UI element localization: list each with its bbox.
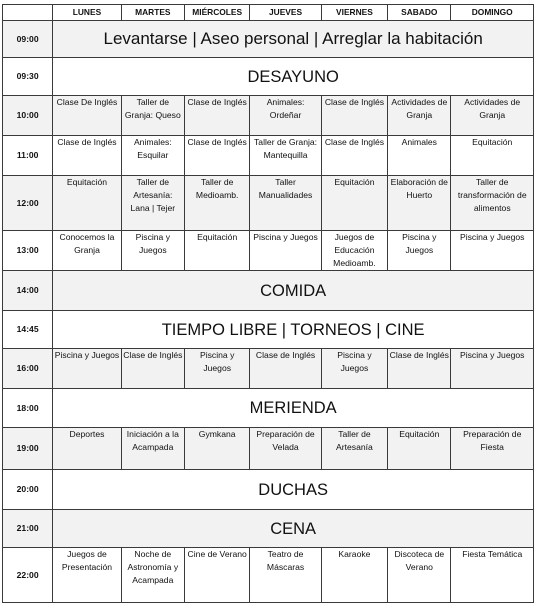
activity-cell: Taller de Medioamb.	[185, 176, 250, 231]
header-day-lunes: LUNES	[53, 5, 121, 21]
activity-cell: Deportes	[53, 428, 121, 470]
activity-cell: Taller de Artesanía: Lana | Tejer	[121, 176, 184, 231]
full-width-activity: COMIDA	[53, 271, 534, 311]
activity-cell: Piscina y Juegos	[451, 349, 534, 389]
header-day-jueves: JUEVES	[250, 5, 321, 21]
activity-cell: Piscina y Juegos	[121, 231, 184, 271]
activity-cell: Juegos de Presentación	[53, 548, 121, 603]
activity-cell: Taller Manualidades	[250, 176, 321, 231]
full-width-activity: DUCHAS	[53, 470, 534, 510]
header-day-viernes: VIERNES	[321, 5, 387, 21]
header-day-domingo: DOMINGO	[451, 5, 534, 21]
activity-cell: Gymkana	[185, 428, 250, 470]
schedule-row	[3, 96, 534, 136]
header-day-miercoles: MIÉRCOLES	[185, 5, 250, 21]
time-cell: 18:00	[3, 389, 53, 428]
activity-cell: Iniciación a la Acampada	[121, 428, 184, 470]
full-width-activity: CENA	[53, 510, 534, 548]
activity-cell: Karaoke	[321, 548, 387, 603]
activity-cell: Equitación	[321, 176, 387, 231]
schedule-row	[3, 428, 534, 470]
activity-cell: Piscina y Juegos	[321, 349, 387, 389]
activity-cell: Preparación de Velada	[250, 428, 321, 470]
activity-cell: Animales	[388, 136, 451, 176]
activity-cell: Equitación	[185, 231, 250, 271]
schedule-row	[3, 58, 534, 96]
schedule-row	[3, 21, 534, 58]
header-row	[3, 5, 534, 21]
activity-cell: Elaboración de Huerto	[388, 176, 451, 231]
schedule-row	[3, 136, 534, 176]
time-cell: 09:30	[3, 58, 53, 96]
time-cell: 22:00	[3, 548, 53, 603]
schedule-row	[3, 271, 534, 311]
activity-cell: Clase de Inglés	[321, 96, 387, 136]
activity-cell: Equitación	[388, 428, 451, 470]
activity-cell: Clase de Inglés	[388, 349, 451, 389]
time-cell: 09:00	[3, 21, 53, 58]
activity-cell: Cine de Verano	[185, 548, 250, 603]
full-width-activity: TIEMPO LIBRE | TORNEOS | CINE	[53, 311, 534, 349]
activity-cell: Juegos de Educación Medioamb.	[321, 231, 387, 271]
time-cell: 12:00	[3, 176, 53, 231]
activity-cell: Taller de Granja: Mantequilla	[250, 136, 321, 176]
weekly-schedule-table	[2, 4, 534, 603]
activity-cell: Preparación de Fiesta	[451, 428, 534, 470]
activity-cell: Clase De Inglés	[53, 96, 121, 136]
schedule-row	[3, 231, 534, 271]
schedule-row	[3, 548, 534, 603]
activity-cell: Animales: Esquilar	[121, 136, 184, 176]
time-cell: 11:00	[3, 136, 53, 176]
activity-cell: Clase de Inglés	[185, 96, 250, 136]
activity-cell: Piscina y Juegos	[53, 349, 121, 389]
time-cell: 10:00	[3, 96, 53, 136]
activity-cell: Piscina y Juegos	[388, 231, 451, 271]
activity-cell: Piscina y Juegos	[451, 231, 534, 271]
full-width-activity: Levantarse | Aseo personal | Arreglar la habitación	[53, 21, 534, 58]
activity-cell: Teatro de Máscaras	[250, 548, 321, 603]
activity-cell: Taller de Granja: Queso	[121, 96, 184, 136]
full-width-activity: DESAYUNO	[53, 58, 534, 96]
activity-cell: Clase de Inglés	[121, 349, 184, 389]
activity-cell: Noche de Astronomía y Acampada	[121, 548, 184, 603]
activity-cell: Conocemos la Granja	[53, 231, 121, 271]
activity-cell: Clase de Inglés	[250, 349, 321, 389]
schedule-row	[3, 311, 534, 349]
full-width-activity: MERIENDA	[53, 389, 534, 428]
activity-cell: Equitación	[53, 176, 121, 231]
time-cell: 14:00	[3, 271, 53, 311]
activity-cell: Clase de Inglés	[53, 136, 121, 176]
activity-cell: Actividades de Granja	[451, 96, 534, 136]
activity-cell: Taller de Artesanía	[321, 428, 387, 470]
header-corner	[3, 5, 53, 21]
header-day-sabado: SABADO	[388, 5, 451, 21]
activity-cell: Equitación	[451, 136, 534, 176]
time-cell: 19:00	[3, 428, 53, 470]
activity-cell: Taller de transformación de alimentos	[451, 176, 534, 231]
activity-cell: Fiesta Temática	[451, 548, 534, 603]
time-cell: 16:00	[3, 349, 53, 389]
schedule-row	[3, 510, 534, 548]
activity-cell: Discoteca de Verano	[388, 548, 451, 603]
time-cell: 20:00	[3, 470, 53, 510]
time-cell: 21:00	[3, 510, 53, 548]
time-cell: 14:45	[3, 311, 53, 349]
activity-cell: Clase de Inglés	[185, 136, 250, 176]
activity-cell: Piscina y Juegos	[250, 231, 321, 271]
schedule-row	[3, 389, 534, 428]
schedule-row	[3, 176, 534, 231]
activity-cell: Animales: Ordeñar	[250, 96, 321, 136]
header-day-martes: MARTES	[121, 5, 184, 21]
schedule-row	[3, 470, 534, 510]
time-cell: 13:00	[3, 231, 53, 271]
activity-cell: Piscina y Juegos	[185, 349, 250, 389]
schedule-row	[3, 349, 534, 389]
activity-cell: Clase de Inglés	[321, 136, 387, 176]
activity-cell: Actividades de Granja	[388, 96, 451, 136]
